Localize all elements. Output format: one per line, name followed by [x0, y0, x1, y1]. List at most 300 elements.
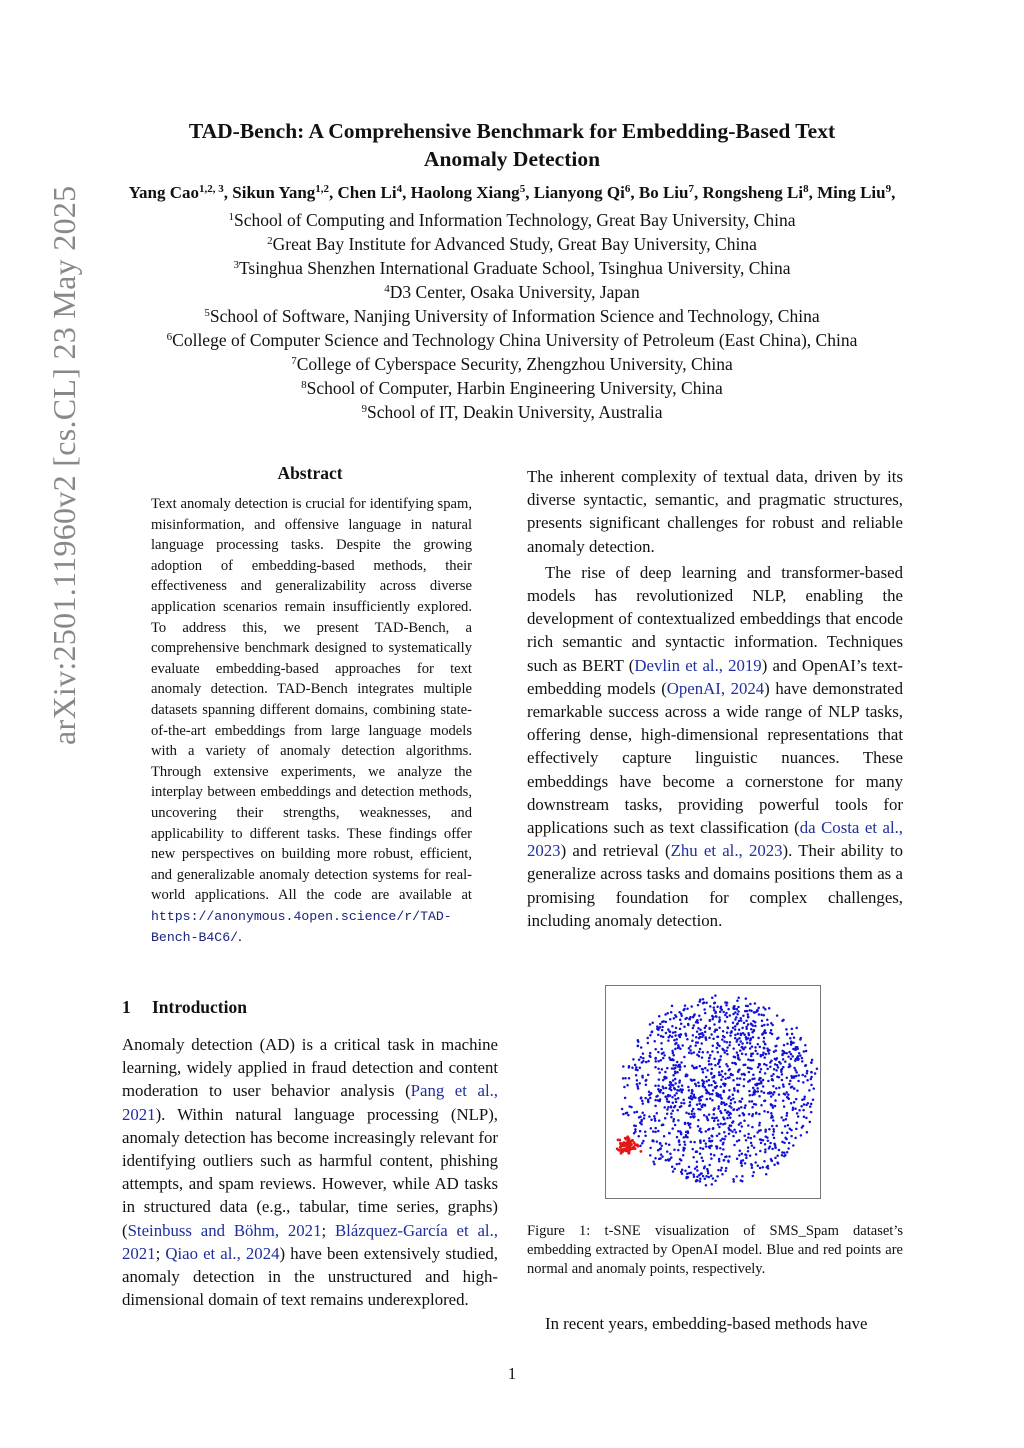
normal-point: [790, 1041, 793, 1044]
normal-point: [723, 1131, 726, 1134]
normal-point: [697, 1004, 700, 1007]
normal-point: [661, 1021, 664, 1024]
normal-point: [637, 1045, 640, 1048]
normal-point: [764, 1151, 767, 1154]
normal-point: [763, 1160, 766, 1163]
normal-point: [784, 1125, 787, 1128]
normal-point: [798, 1109, 801, 1112]
normal-point: [675, 1064, 678, 1067]
normal-point: [726, 1001, 729, 1004]
normal-point: [713, 1154, 716, 1157]
normal-point: [716, 1135, 719, 1138]
normal-point: [684, 1033, 687, 1036]
normal-point: [773, 1137, 776, 1140]
normal-point: [720, 1153, 723, 1156]
normal-point: [657, 1051, 660, 1054]
normal-point: [758, 1095, 761, 1098]
normal-point: [654, 1060, 657, 1063]
normal-point: [714, 1064, 717, 1067]
normal-point: [711, 1068, 714, 1071]
normal-point: [713, 1006, 716, 1009]
normal-point: [695, 1036, 698, 1039]
normal-point: [747, 1133, 750, 1136]
normal-point: [755, 1153, 758, 1156]
normal-point: [674, 1082, 677, 1085]
normal-point: [714, 1179, 717, 1182]
citation-link[interactable]: OpenAI, 2024: [666, 678, 765, 698]
normal-point: [722, 1148, 725, 1151]
normal-point: [702, 1002, 705, 1005]
normal-point: [699, 1152, 702, 1155]
citation-link[interactable]: Qiao et al., 2024: [165, 1243, 280, 1263]
normal-point: [674, 1078, 677, 1081]
anomaly-point: [625, 1142, 628, 1145]
normal-point: [795, 1071, 798, 1074]
normal-point: [676, 1089, 679, 1092]
code-url-link[interactable]: https://anonymous.4open.science/r/TAD-Bench-B4C6/: [151, 908, 452, 946]
normal-point: [671, 1127, 674, 1130]
anomaly-point: [634, 1147, 637, 1150]
normal-point: [664, 1071, 667, 1074]
normal-point: [787, 1096, 790, 1099]
normal-point: [690, 1078, 693, 1081]
intro-right-paragraph-3: In recent years, embedding-based methods have: [545, 1314, 868, 1333]
normal-point: [677, 1097, 680, 1100]
normal-point: [730, 1102, 733, 1105]
author-affil-marker: 5: [519, 183, 526, 195]
normal-point: [671, 1084, 674, 1087]
normal-point: [658, 1071, 661, 1074]
normal-point: [689, 1101, 692, 1104]
citation-link[interactable]: Pang et al., 2021: [122, 1081, 498, 1124]
normal-point: [760, 1104, 763, 1107]
normal-point: [711, 1076, 714, 1079]
author-name: Rongsheng Li: [702, 183, 804, 202]
normal-point: [747, 1136, 750, 1139]
normal-point: [719, 1094, 722, 1097]
normal-point: [697, 1125, 700, 1128]
normal-point: [762, 1040, 765, 1043]
normal-point: [718, 1158, 721, 1161]
normal-point: [749, 1067, 752, 1070]
normal-point: [673, 1087, 676, 1090]
normal-point: [774, 1099, 777, 1102]
normal-point: [737, 1056, 740, 1059]
normal-point: [674, 1124, 677, 1127]
normal-point: [642, 1060, 645, 1063]
normal-point: [733, 1089, 736, 1092]
normal-point: [801, 1126, 804, 1129]
affiliation: [0, 376, 1024, 400]
affiliation-number: 4: [384, 283, 390, 295]
normal-point: [759, 1046, 762, 1049]
normal-point: [644, 1131, 647, 1134]
normal-point: [789, 1127, 792, 1130]
normal-point: [753, 1103, 756, 1106]
normal-point: [656, 1112, 659, 1115]
normal-point: [741, 1042, 744, 1045]
normal-point: [654, 1048, 657, 1051]
normal-point: [657, 1060, 660, 1063]
normal-point: [788, 1142, 791, 1145]
normal-point: [807, 1102, 810, 1105]
normal-point: [711, 1099, 714, 1102]
normal-point: [768, 1049, 771, 1052]
normal-point: [691, 1089, 694, 1092]
normal-point: [663, 1076, 666, 1079]
normal-point: [684, 1018, 687, 1021]
normal-point: [649, 1154, 652, 1157]
normal-point: [696, 1166, 699, 1169]
normal-point: [791, 1077, 794, 1080]
normal-point: [751, 1045, 754, 1048]
author-name: Haolong Xiang: [410, 183, 520, 202]
normal-point: [680, 1105, 683, 1108]
author-affil-marker: 1,2: [315, 183, 330, 195]
normal-point: [793, 1048, 796, 1051]
normal-point: [690, 1172, 693, 1175]
normal-point: [685, 1075, 688, 1078]
normal-point: [770, 1095, 773, 1098]
normal-point: [670, 1089, 673, 1092]
citation-link[interactable]: Blázquez-García et al., 2021: [122, 1220, 498, 1263]
normal-point: [674, 1034, 677, 1037]
normal-point: [785, 1118, 788, 1121]
normal-point: [753, 1135, 756, 1138]
normal-point: [747, 1150, 750, 1153]
normal-point: [697, 1081, 700, 1084]
normal-point: [654, 1157, 657, 1160]
normal-point: [745, 1005, 748, 1008]
normal-point: [642, 1052, 645, 1055]
normal-point: [661, 1029, 664, 1032]
normal-point: [750, 1028, 753, 1031]
normal-point: [771, 1148, 774, 1151]
normal-point: [786, 1151, 789, 1154]
citation-link[interactable]: Steinbuss and Böhm, 2021: [127, 1220, 322, 1240]
normal-point: [773, 1130, 776, 1133]
normal-point: [749, 1003, 752, 1006]
normal-point: [689, 1045, 692, 1048]
normal-point: [734, 1028, 737, 1031]
normal-point: [795, 1098, 798, 1101]
normal-point: [757, 1007, 760, 1010]
normal-point: [748, 1071, 751, 1074]
normal-point: [810, 1111, 813, 1114]
normal-point: [798, 1052, 801, 1055]
body-text: Anomaly detection (AD) is a critical task in machine learning, widely applied in fraud detection and content moderation to user behavior analysis (: [122, 1035, 498, 1101]
normal-point: [744, 1106, 747, 1109]
normal-point: [731, 1062, 734, 1065]
normal-point: [664, 1013, 667, 1016]
abstract-body: [151, 494, 472, 949]
author-separator: ,: [223, 183, 233, 202]
normal-point: [766, 1023, 769, 1026]
normal-point: [738, 1037, 741, 1040]
normal-point: [760, 1139, 763, 1142]
normal-point: [788, 1063, 791, 1066]
normal-point: [769, 1142, 772, 1145]
normal-point: [672, 1031, 675, 1034]
normal-point: [660, 1048, 663, 1051]
normal-point: [774, 1157, 777, 1160]
normal-point: [770, 1075, 773, 1078]
normal-point: [683, 1056, 686, 1059]
normal-point: [772, 1079, 775, 1082]
normal-point: [705, 1130, 708, 1133]
normal-point: [778, 1093, 781, 1096]
normal-point: [661, 1124, 664, 1127]
normal-point: [681, 1168, 684, 1171]
normal-point: [734, 1101, 737, 1104]
normal-point: [738, 1068, 741, 1071]
normal-point: [665, 1159, 668, 1162]
normal-point: [688, 1089, 691, 1092]
normal-point: [809, 1121, 812, 1124]
normal-point: [762, 1166, 765, 1169]
normal-point: [702, 1084, 705, 1087]
normal-point: [770, 1112, 773, 1115]
normal-point: [732, 1047, 735, 1050]
normal-point: [680, 1132, 683, 1135]
normal-point: [720, 1055, 723, 1058]
normal-point: [716, 1006, 719, 1009]
normal-point: [739, 1149, 742, 1152]
normal-point: [800, 1134, 803, 1137]
normal-point: [750, 1059, 753, 1062]
normal-point: [709, 1147, 712, 1150]
normal-point: [688, 1051, 691, 1054]
normal-point: [801, 1057, 804, 1060]
normal-point: [769, 1032, 772, 1035]
normal-point: [624, 1097, 627, 1100]
normal-point: [797, 1080, 800, 1083]
normal-point: [706, 1098, 709, 1101]
normal-point: [744, 1104, 747, 1107]
normal-point: [665, 1142, 668, 1145]
normal-point: [709, 1097, 712, 1100]
normal-point: [645, 1061, 648, 1064]
normal-point: [749, 1094, 752, 1097]
normal-point: [684, 1122, 687, 1125]
normal-point: [721, 1070, 724, 1073]
normal-point: [642, 1140, 645, 1143]
normal-point: [724, 1135, 727, 1138]
normal-point: [664, 1095, 667, 1098]
normal-point: [730, 1124, 733, 1127]
normal-point: [721, 1137, 724, 1140]
normal-point: [653, 1040, 656, 1043]
citation-link[interactable]: da Costa et al., 2023: [527, 818, 904, 861]
normal-point: [763, 1110, 766, 1113]
normal-point: [699, 1142, 702, 1145]
normal-point: [708, 1137, 711, 1140]
normal-point: [729, 1014, 732, 1017]
normal-point: [712, 1037, 715, 1040]
normal-point: [698, 1000, 701, 1003]
normal-point: [749, 1047, 752, 1050]
citation-link[interactable]: Devlin et al., 2019: [634, 655, 762, 675]
normal-point: [708, 1057, 711, 1060]
normal-point: [674, 1098, 677, 1101]
normal-point: [776, 1075, 779, 1078]
normal-point: [685, 1111, 688, 1114]
normal-point: [774, 1105, 777, 1108]
normal-point: [808, 1089, 811, 1092]
normal-point: [732, 1079, 735, 1082]
normal-point: [716, 1047, 719, 1050]
normal-point: [728, 1133, 731, 1136]
normal-point: [804, 1065, 807, 1068]
normal-point: [803, 1095, 806, 1098]
normal-point: [621, 1108, 624, 1111]
normal-point: [743, 1078, 746, 1081]
normal-point: [670, 1112, 673, 1115]
normal-point: [694, 1167, 697, 1170]
normal-point: [732, 1021, 735, 1024]
normal-point: [693, 1093, 696, 1096]
normal-point: [702, 1051, 705, 1054]
normal-point: [774, 1144, 777, 1147]
normal-point: [667, 1028, 670, 1031]
paper-title-line-2: Anomaly Detection: [423, 147, 601, 171]
normal-point: [726, 1016, 729, 1019]
normal-point: [733, 1128, 736, 1131]
normal-point: [660, 1147, 663, 1150]
normal-point: [786, 1112, 789, 1115]
normal-point: [692, 1079, 695, 1082]
normal-point: [737, 1033, 740, 1036]
normal-point: [751, 1115, 754, 1118]
normal-point: [705, 1002, 708, 1005]
normal-point: [671, 1166, 674, 1169]
page-number: 1: [507, 1364, 517, 1383]
normal-point: [737, 1054, 740, 1057]
anomaly-point: [618, 1139, 621, 1142]
normal-point: [690, 1092, 693, 1095]
normal-point: [665, 1021, 668, 1024]
normal-point: [712, 1089, 715, 1092]
normal-point: [810, 1071, 813, 1074]
normal-point: [800, 1105, 803, 1108]
citation-link[interactable]: Zhu et al., 2023: [670, 841, 783, 861]
normal-point: [764, 1143, 767, 1146]
normal-point: [741, 1097, 744, 1100]
normal-point: [689, 1126, 692, 1129]
normal-point: [765, 1173, 768, 1176]
normal-point: [679, 1068, 682, 1071]
normal-point: [636, 1069, 639, 1072]
normal-point: [712, 1127, 715, 1130]
normal-point: [733, 1087, 736, 1090]
normal-point: [692, 1108, 695, 1111]
normal-point: [659, 1142, 662, 1145]
anomaly-point: [619, 1143, 622, 1146]
normal-point: [754, 1025, 757, 1028]
normal-point: [754, 1050, 757, 1053]
normal-point: [775, 1058, 778, 1061]
normal-point: [636, 1111, 639, 1114]
normal-point: [788, 1051, 791, 1054]
normal-point: [682, 1147, 685, 1150]
normal-point: [784, 1154, 787, 1157]
normal-point: [778, 1149, 781, 1152]
normal-point: [747, 1016, 750, 1019]
normal-point: [784, 1137, 787, 1140]
normal-point: [636, 1085, 639, 1088]
normal-point: [677, 1149, 680, 1152]
normal-point: [810, 1076, 813, 1079]
normal-point: [661, 1155, 664, 1158]
normal-point: [649, 1056, 652, 1059]
normal-point: [803, 1050, 806, 1053]
normal-point: [719, 1147, 722, 1150]
body-text: ) and retrieval (: [560, 841, 671, 861]
normal-point: [720, 1169, 723, 1172]
anomaly-point: [631, 1139, 634, 1142]
normal-point: [751, 1126, 754, 1129]
normal-point: [753, 1077, 756, 1080]
normal-point: [703, 1140, 706, 1143]
normal-point: [753, 1092, 756, 1095]
normal-point: [738, 1139, 741, 1142]
normal-point: [723, 1091, 726, 1094]
normal-point: [724, 1073, 727, 1076]
normal-point: [698, 1097, 701, 1100]
normal-point: [739, 1040, 742, 1043]
normal-point: [770, 1029, 773, 1032]
normal-point: [680, 1159, 683, 1162]
normal-point: [718, 1065, 721, 1068]
normal-point: [787, 1056, 790, 1059]
normal-point: [725, 1012, 728, 1015]
normal-point: [717, 1044, 720, 1047]
normal-point: [795, 1075, 798, 1078]
normal-point: [751, 1144, 754, 1147]
normal-point: [647, 1042, 650, 1045]
normal-point: [745, 1020, 748, 1023]
normal-point: [744, 1046, 747, 1049]
normal-point: [706, 1069, 709, 1072]
normal-point: [723, 1040, 726, 1043]
normal-point: [628, 1077, 631, 1080]
anomaly-point: [628, 1144, 631, 1147]
normal-point: [661, 1052, 664, 1055]
normal-point: [713, 1009, 716, 1012]
normal-point: [767, 1111, 770, 1114]
normal-point: [727, 1160, 730, 1163]
normal-point: [636, 1079, 639, 1082]
normal-point: [660, 1153, 663, 1156]
normal-point: [762, 1054, 765, 1057]
normal-point: [683, 1026, 686, 1029]
normal-point: [660, 1059, 663, 1062]
normal-point: [727, 1027, 730, 1030]
normal-point: [743, 1134, 746, 1137]
normal-point: [760, 1090, 763, 1093]
normal-point: [719, 1011, 722, 1014]
normal-point: [705, 1175, 708, 1178]
normal-point: [738, 1044, 741, 1047]
normal-point: [732, 1093, 735, 1096]
normal-point: [796, 1112, 799, 1115]
normal-point: [659, 1023, 662, 1026]
normal-point: [649, 1093, 652, 1096]
normal-point: [698, 1085, 701, 1088]
normal-point: [654, 1085, 657, 1088]
normal-point: [674, 1094, 677, 1097]
normal-point: [719, 1007, 722, 1010]
